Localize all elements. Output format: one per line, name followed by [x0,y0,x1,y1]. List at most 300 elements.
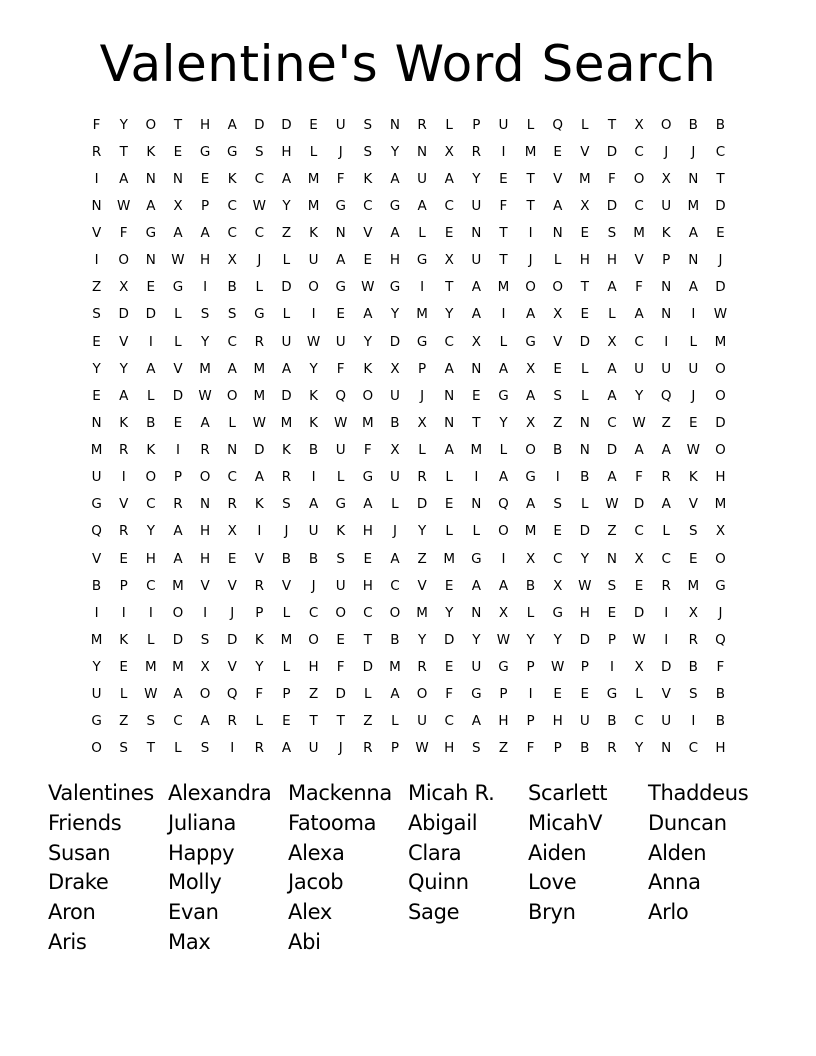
grid-letter[interactable]: Y [499,414,508,431]
grid-letter[interactable]: E [119,550,128,567]
grid-letter[interactable]: L [391,713,399,730]
grid-letter[interactable]: T [363,631,372,648]
grid-letter[interactable]: S [146,713,156,730]
grid-letter[interactable]: Y [146,523,155,540]
grid-letter[interactable]: B [390,414,400,431]
grid-letter[interactable]: T [472,414,481,431]
grid-letter[interactable]: H [199,523,211,540]
grid-letter[interactable]: N [471,360,482,377]
grid-letter[interactable]: C [444,333,454,350]
grid-letter[interactable]: L [608,306,616,323]
grid-letter[interactable]: C [227,225,237,242]
grid-letter[interactable]: P [499,686,508,703]
grid-letter[interactable]: A [634,306,644,323]
grid-letter[interactable]: G [335,496,346,513]
grid-letter[interactable]: D [254,116,265,133]
grid-letter[interactable]: V [254,550,264,567]
grid-letter[interactable]: Z [553,414,563,431]
grid-letter[interactable]: Q [660,387,672,404]
grid-letter[interactable]: C [146,496,156,513]
grid-letter[interactable]: R [254,740,264,757]
grid-letter[interactable]: I [203,604,208,621]
grid-letter[interactable]: J [718,252,723,269]
grid-letter[interactable]: H [444,740,455,757]
grid-letter[interactable]: V [417,577,427,594]
grid-letter[interactable]: S [607,225,617,242]
grid-letter[interactable]: Y [445,604,454,621]
grid-letter[interactable]: Z [363,713,373,730]
grid-letter[interactable]: G [226,143,238,160]
grid-letter[interactable]: J [420,387,425,404]
grid-letter[interactable]: E [580,686,590,703]
grid-letter[interactable]: A [525,387,536,404]
grid-letter[interactable]: V [227,659,237,676]
grid-letter[interactable]: L [526,116,535,133]
grid-letter[interactable]: A [661,442,671,459]
grid-letter[interactable]: Y [119,360,128,377]
grid-letter[interactable]: A [661,496,671,513]
grid-letter[interactable]: T [309,713,318,730]
grid-letter[interactable]: A [471,577,481,594]
grid-letter[interactable]: Q [226,686,238,703]
grid-letter[interactable]: I [501,306,506,323]
grid-letter[interactable]: E [282,713,291,730]
grid-letter[interactable]: J [691,143,696,160]
grid-letter[interactable]: B [607,713,617,730]
grid-letter[interactable]: N [471,604,482,621]
grid-letter[interactable]: X [227,252,237,269]
grid-letter[interactable]: R [254,577,264,594]
grid-letter[interactable]: M [307,197,320,214]
grid-letter[interactable]: V [553,170,563,187]
grid-letter[interactable]: S [92,306,101,323]
grid-letter[interactable]: O [633,170,645,187]
grid-letter[interactable]: T [716,170,725,187]
grid-letter[interactable]: F [635,469,643,486]
grid-letter[interactable]: P [255,604,264,621]
grid-letter[interactable]: E [444,496,454,513]
grid-letter[interactable]: Y [390,143,400,160]
grid-letter[interactable]: Z [607,523,617,540]
grid-letter[interactable]: C [363,604,373,621]
grid-letter[interactable]: M [714,333,727,350]
grid-letter[interactable]: Z [417,550,427,567]
grid-letter[interactable]: I [257,523,262,540]
grid-letter[interactable]: D [389,333,401,350]
grid-letter[interactable]: N [579,414,590,431]
grid-letter[interactable]: W [713,306,728,323]
grid-letter[interactable]: F [716,659,725,676]
grid-letter[interactable]: W [171,252,185,269]
grid-letter[interactable]: J [392,523,397,540]
grid-letter[interactable]: A [634,442,644,459]
grid-letter[interactable]: A [173,550,183,567]
grid-letter[interactable]: X [607,333,617,350]
grid-letter[interactable]: D [579,523,591,540]
grid-letter[interactable]: C [173,713,183,730]
grid-letter[interactable]: R [471,143,481,160]
grid-letter[interactable]: L [526,604,535,621]
grid-letter[interactable]: M [578,170,591,187]
grid-letter[interactable]: U [471,659,482,676]
grid-letter[interactable]: M [361,414,374,431]
grid-letter[interactable]: U [389,387,400,404]
grid-letter[interactable]: W [334,414,348,431]
grid-letter[interactable]: X [634,116,644,133]
grid-letter[interactable]: P [526,713,535,730]
grid-letter[interactable]: E [472,387,481,404]
grid-letter[interactable]: V [553,333,563,350]
grid-letter[interactable]: J [230,604,235,621]
grid-letter[interactable]: R [200,442,210,459]
grid-letter[interactable]: I [94,604,99,621]
grid-letter[interactable]: N [579,442,590,459]
grid-letter[interactable]: A [471,713,481,730]
grid-letter[interactable]: A [498,577,509,594]
grid-letter[interactable]: A [200,414,210,431]
grid-letter[interactable]: Z [498,740,509,757]
grid-letter[interactable]: E [336,631,345,648]
grid-letter[interactable]: Y [526,631,535,648]
grid-letter[interactable]: U [91,469,102,486]
grid-letter[interactable]: L [174,333,182,350]
grid-letter[interactable]: W [252,197,266,214]
grid-letter[interactable]: G [335,279,346,296]
grid-letter[interactable]: P [607,631,617,648]
grid-letter[interactable]: M [280,631,293,648]
grid-letter[interactable]: X [173,197,183,214]
grid-letter[interactable]: K [688,469,698,486]
grid-letter[interactable]: Y [309,360,318,377]
grid-letter[interactable]: D [416,496,428,513]
grid-letter[interactable]: Y [580,550,589,567]
grid-letter[interactable]: E [146,279,156,296]
grid-letter[interactable]: I [94,170,99,187]
grid-letter[interactable]: F [119,225,128,242]
grid-letter[interactable]: D [281,279,292,296]
grid-letter[interactable]: L [662,523,670,540]
grid-letter[interactable]: W [632,631,646,648]
grid-letter[interactable]: Y [417,631,427,648]
grid-letter[interactable]: F [635,279,643,296]
grid-letter[interactable]: L [553,252,562,269]
grid-letter[interactable]: K [363,170,373,187]
grid-letter[interactable]: S [282,496,291,513]
grid-letter[interactable]: H [199,116,211,133]
grid-letter[interactable]: I [121,469,126,486]
grid-letter[interactable]: B [146,414,156,431]
grid-letter[interactable]: M [253,387,266,404]
grid-letter[interactable]: B [688,659,698,676]
grid-letter[interactable]: B [390,631,400,648]
grid-letter[interactable]: O [660,116,672,133]
grid-letter[interactable]: S [472,740,481,757]
grid-letter[interactable]: L [282,659,291,676]
grid-letter[interactable]: P [472,116,481,133]
grid-letter[interactable]: F [336,360,345,377]
grid-letter[interactable]: K [119,631,129,648]
grid-letter[interactable]: V [661,686,671,703]
grid-letter[interactable]: I [501,143,506,160]
grid-letter[interactable]: N [471,225,482,242]
grid-letter[interactable]: U [335,442,346,459]
grid-letter[interactable]: V [91,550,102,567]
grid-letter[interactable]: U [471,197,482,214]
grid-letter[interactable]: B [688,116,698,133]
grid-letter[interactable]: S [200,306,210,323]
grid-letter[interactable]: A [146,197,156,214]
grid-letter[interactable]: W [415,740,429,757]
grid-letter[interactable]: R [281,469,292,486]
grid-letter[interactable]: D [606,143,618,160]
grid-letter[interactable]: A [119,387,129,404]
grid-letter[interactable]: R [173,496,183,513]
grid-letter[interactable]: Y [472,170,481,187]
grid-letter[interactable]: L [581,387,589,404]
grid-letter[interactable]: P [119,577,128,594]
grid-letter[interactable]: E [92,333,101,350]
grid-letter[interactable]: Y [445,306,454,323]
grid-letter[interactable]: A [444,442,454,459]
grid-letter[interactable]: U [661,360,672,377]
grid-letter[interactable]: W [198,387,212,404]
grid-letter[interactable]: J [718,604,723,621]
grid-letter[interactable]: L [499,333,508,350]
grid-letter[interactable]: B [308,550,319,567]
grid-letter[interactable]: O [308,279,319,296]
grid-letter[interactable]: H [389,252,401,269]
grid-letter[interactable]: K [309,414,318,431]
grid-letter[interactable]: U [308,252,319,269]
grid-letter[interactable]: T [607,116,617,133]
grid-letter[interactable]: A [525,306,536,323]
grid-letter[interactable]: H [362,523,373,540]
grid-letter[interactable]: L [445,469,453,486]
grid-letter[interactable]: D [362,659,374,676]
grid-letter[interactable]: M [199,360,211,377]
grid-letter[interactable]: L [255,279,264,296]
grid-letter[interactable]: G [525,469,536,486]
grid-letter[interactable]: A [173,225,183,242]
grid-letter[interactable]: H [552,713,563,730]
grid-letter[interactable]: G [471,550,482,567]
grid-letter[interactable]: T [173,116,183,133]
grid-letter[interactable]: D [118,306,129,323]
grid-letter[interactable]: K [309,387,318,404]
grid-letter[interactable]: R [363,740,373,757]
grid-letter[interactable]: O [715,442,726,459]
grid-letter[interactable]: Y [417,523,427,540]
grid-letter[interactable]: E [173,143,183,160]
grid-letter[interactable]: F [92,116,101,133]
grid-letter[interactable]: H [281,143,292,160]
grid-letter[interactable]: J [528,252,533,269]
grid-letter[interactable]: A [553,197,563,214]
grid-letter[interactable]: B [525,577,536,594]
grid-letter[interactable]: N [552,225,563,242]
grid-letter[interactable]: Q [498,496,509,513]
grid-letter[interactable]: N [471,496,482,513]
grid-letter[interactable]: E [580,306,590,323]
grid-letter[interactable]: I [528,686,533,703]
grid-letter[interactable]: A [607,387,617,404]
grid-letter[interactable]: L [418,225,426,242]
grid-letter[interactable]: A [254,469,264,486]
grid-letter[interactable]: N [335,225,346,242]
grid-letter[interactable]: Q [91,523,102,540]
grid-letter[interactable]: L [581,496,589,513]
grid-letter[interactable]: B [715,713,726,730]
grid-letter[interactable]: R [661,469,671,486]
grid-letter[interactable]: M [144,659,157,676]
grid-letter[interactable]: L [282,604,291,621]
grid-letter[interactable]: U [417,713,427,730]
grid-letter[interactable]: O [362,387,374,404]
grid-letter[interactable]: R [118,442,129,459]
grid-letter[interactable]: P [417,360,427,377]
grid-letter[interactable]: X [119,279,129,296]
grid-letter[interactable]: S [336,550,345,567]
grid-letter[interactable]: A [444,170,454,187]
grid-letter[interactable]: W [686,442,700,459]
grid-letter[interactable]: E [119,659,128,676]
grid-letter[interactable]: L [309,143,318,160]
grid-letter[interactable]: O [172,604,184,621]
grid-letter[interactable]: L [445,116,453,133]
grid-letter[interactable]: I [230,740,235,757]
grid-letter[interactable]: N [389,116,400,133]
grid-letter[interactable]: A [471,279,481,296]
grid-letter[interactable]: P [173,469,183,486]
grid-letter[interactable]: N [91,414,102,431]
grid-letter[interactable]: D [633,604,645,621]
grid-letter[interactable]: X [444,252,454,269]
grid-letter[interactable]: G [389,279,401,296]
grid-letter[interactable]: N [444,414,455,431]
grid-letter[interactable]: H [715,740,726,757]
grid-letter[interactable]: A [363,306,373,323]
grid-letter[interactable]: H [362,577,373,594]
grid-letter[interactable]: X [553,306,563,323]
grid-letter[interactable]: W [252,414,266,431]
grid-letter[interactable]: N [145,170,156,187]
grid-letter[interactable]: C [634,713,644,730]
grid-letter[interactable]: G [172,279,184,296]
grid-letter[interactable]: A [688,279,698,296]
grid-letter[interactable]: L [391,496,399,513]
grid-letter[interactable]: O [525,279,536,296]
grid-letter[interactable]: N [606,550,617,567]
grid-letter[interactable]: W [144,686,158,703]
grid-letter[interactable]: O [552,279,563,296]
grid-letter[interactable]: Q [335,387,346,404]
grid-letter[interactable]: Z [119,713,129,730]
grid-letter[interactable]: Z [308,686,319,703]
grid-letter[interactable]: O [715,360,726,377]
grid-letter[interactable]: E [634,577,644,594]
grid-letter[interactable]: X [688,604,698,621]
grid-letter[interactable]: J [338,143,343,160]
grid-letter[interactable]: O [199,469,211,486]
grid-letter[interactable]: H [715,469,726,486]
grid-letter[interactable]: S [553,496,562,513]
grid-letter[interactable]: N [145,252,156,269]
grid-letter[interactable]: K [254,496,264,513]
grid-letter[interactable]: D [145,306,157,323]
grid-letter[interactable]: L [581,116,589,133]
grid-letter[interactable]: N [688,252,699,269]
grid-letter[interactable]: I [94,252,99,269]
grid-letter[interactable]: L [174,740,182,757]
grid-letter[interactable]: I [148,604,153,621]
grid-letter[interactable]: X [444,143,454,160]
grid-letter[interactable]: G [362,469,374,486]
grid-letter[interactable]: V [91,225,102,242]
grid-letter[interactable]: D [281,387,292,404]
grid-letter[interactable]: H [199,550,211,567]
grid-letter[interactable]: M [714,496,727,513]
grid-letter[interactable]: T [580,279,589,296]
grid-letter[interactable]: B [715,116,726,133]
grid-letter[interactable]: L [445,523,453,540]
grid-letter[interactable]: T [499,225,508,242]
grid-letter[interactable]: X [661,170,671,187]
grid-letter[interactable]: P [200,197,210,214]
grid-letter[interactable]: L [282,306,291,323]
grid-letter[interactable]: X [525,550,536,567]
grid-letter[interactable]: S [363,143,373,160]
grid-letter[interactable]: C [390,577,400,594]
grid-letter[interactable]: A [146,360,156,377]
grid-letter[interactable]: I [555,469,560,486]
grid-letter[interactable]: V [363,225,373,242]
grid-letter[interactable]: S [363,116,373,133]
grid-letter[interactable]: M [497,279,510,296]
grid-letter[interactable]: U [335,577,346,594]
grid-letter[interactable]: M [280,414,293,431]
grid-letter[interactable]: O [525,442,536,459]
grid-letter[interactable]: I [691,713,696,730]
grid-letter[interactable]: D [660,659,672,676]
grid-letter[interactable]: D [579,333,591,350]
grid-letter[interactable]: V [173,360,183,377]
grid-letter[interactable]: M [687,577,700,594]
grid-letter[interactable]: P [526,659,535,676]
grid-letter[interactable]: N [227,442,238,459]
grid-letter[interactable]: A [390,550,400,567]
grid-letter[interactable]: J [284,523,289,540]
grid-letter[interactable]: N [688,170,699,187]
grid-letter[interactable]: R [661,577,671,594]
grid-letter[interactable]: C [688,740,699,757]
grid-letter[interactable]: R [417,469,427,486]
grid-letter[interactable]: I [121,604,126,621]
grid-letter[interactable]: A [227,116,237,133]
grid-letter[interactable]: L [689,333,698,350]
grid-letter[interactable]: U [579,713,590,730]
grid-letter[interactable]: A [498,360,509,377]
grid-letter[interactable]: N [200,496,211,513]
grid-letter[interactable]: E [444,577,454,594]
grid-letter[interactable]: R [91,143,102,160]
grid-letter[interactable]: A [390,686,400,703]
grid-letter[interactable]: D [633,496,645,513]
grid-letter[interactable]: R [417,116,427,133]
grid-letter[interactable]: R [227,496,237,513]
grid-letter[interactable]: M [524,143,537,160]
grid-letter[interactable]: I [691,306,696,323]
grid-letter[interactable]: I [474,469,479,486]
